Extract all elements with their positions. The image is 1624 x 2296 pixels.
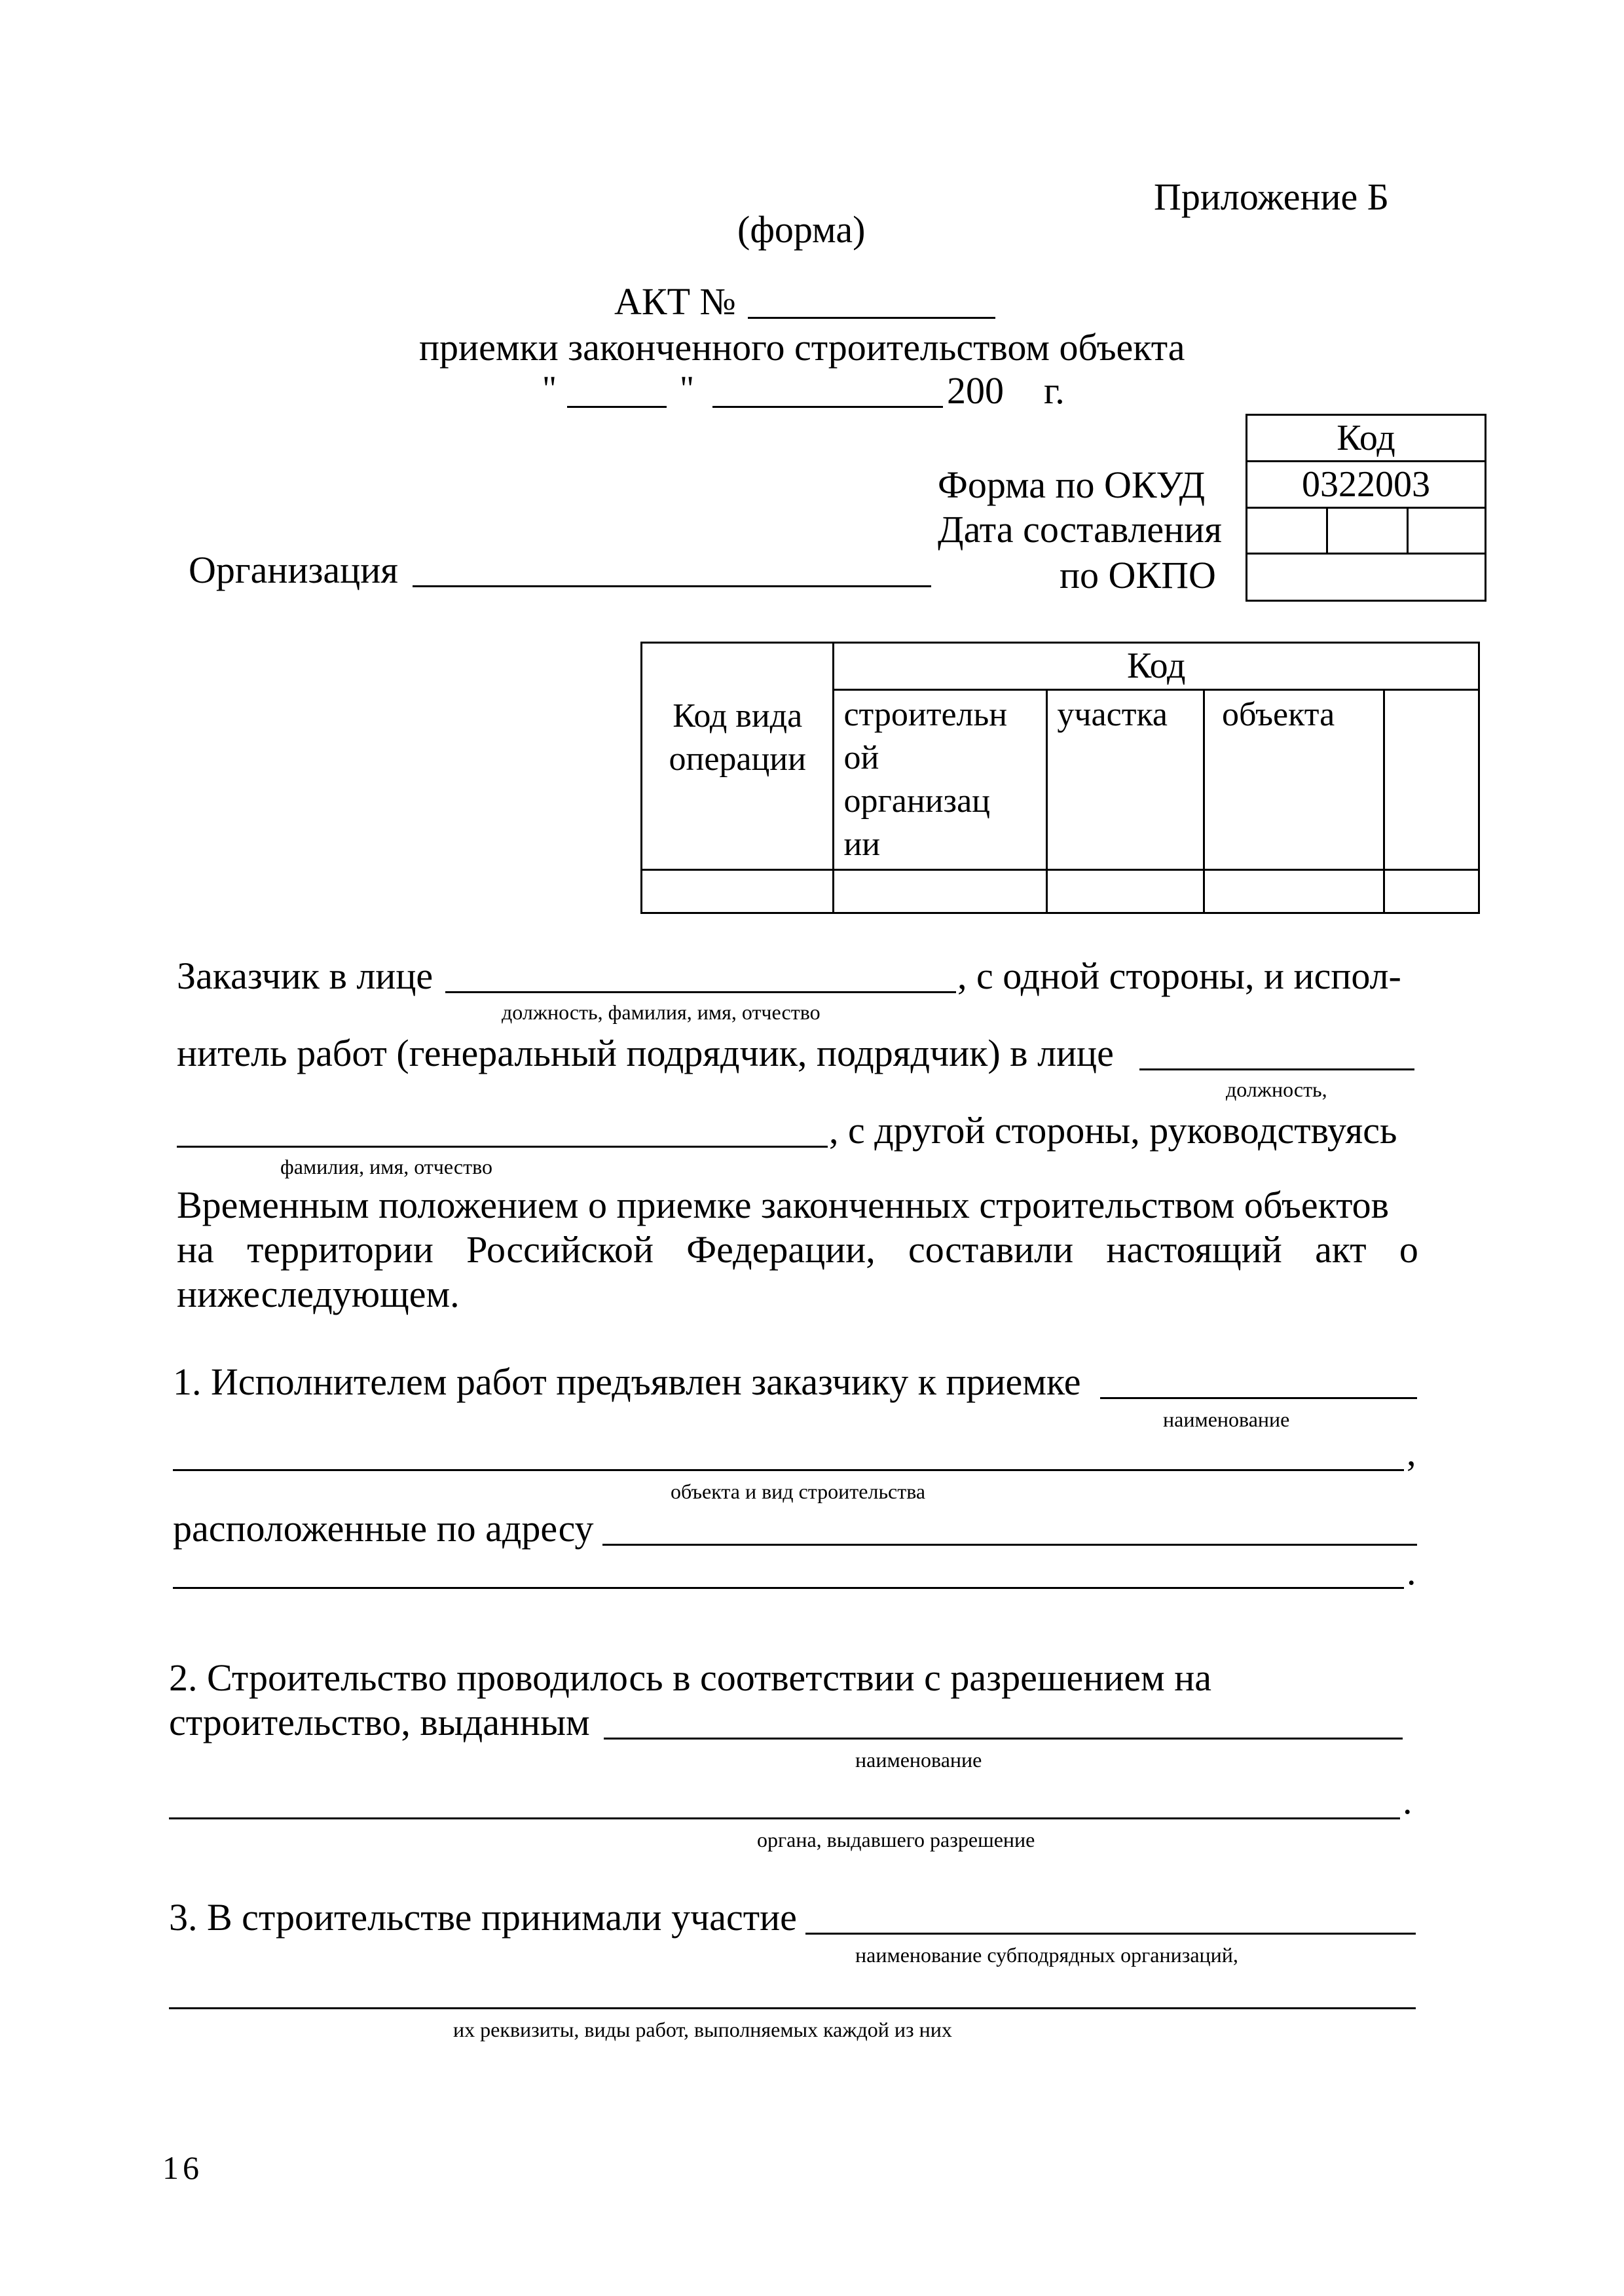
address-field-continued[interactable] bbox=[173, 1587, 1404, 1589]
section2-line1: 2. Строительство проводилось в соответствии с разрешением на bbox=[169, 1656, 1212, 1699]
hint-section2-organ: органа, выдавшего разрешение bbox=[757, 1828, 1035, 1851]
date-compile-label: Дата составления bbox=[938, 508, 1222, 551]
okpo-label: по ОКПО bbox=[1060, 554, 1216, 596]
contractor-fio-field[interactable] bbox=[177, 1146, 828, 1148]
hint-section1-name: наименование bbox=[1163, 1408, 1290, 1431]
section1-text: 1. Исполнителем работ предъявлен заказчику к приемке bbox=[173, 1360, 1081, 1403]
hint-section3-sub: наименование субподрядных организаций, bbox=[855, 1943, 1238, 1967]
okud-label: Форма по ОКУД bbox=[938, 464, 1206, 506]
date-year-suffix: г. bbox=[1044, 369, 1065, 412]
okud-code-cell: 0322003 bbox=[1247, 462, 1486, 508]
object-code-header: объекта bbox=[1204, 690, 1384, 870]
code-group-header: Код bbox=[834, 643, 1479, 690]
body-paragraph-line3: нижеследующем. bbox=[177, 1273, 460, 1315]
section1-object-type-field[interactable] bbox=[173, 1469, 1404, 1471]
customer-representative-field[interactable] bbox=[445, 991, 956, 993]
op-type-value-cell[interactable] bbox=[642, 870, 834, 913]
date-day-field[interactable] bbox=[567, 406, 667, 408]
code-box bbox=[1246, 414, 1486, 602]
date-quote-close: " bbox=[680, 369, 695, 408]
contractor-text: нитель работ (генеральный подрядчик, подрядчик) в лице bbox=[177, 1032, 1114, 1074]
extra-code-header bbox=[1384, 690, 1479, 870]
hint-contractor-position: должность, bbox=[1226, 1078, 1327, 1101]
other-side-text: , с другой стороны, руководствуясь bbox=[829, 1109, 1397, 1152]
hint-customer-fio: должность, фамилия, имя, отчество bbox=[502, 1000, 821, 1024]
date-code-cell-3[interactable] bbox=[1407, 508, 1485, 554]
body-paragraph-line1: Временным положением о приемке законченных строительством объектов bbox=[177, 1184, 1390, 1226]
hint-section3-details: их реквизиты, виды работ, выполняемых каждой из них bbox=[453, 2018, 952, 2041]
section2-period: . bbox=[1403, 1779, 1412, 1822]
subcontractors-field[interactable] bbox=[805, 1933, 1416, 1935]
form-note: (форма) bbox=[737, 208, 866, 251]
hint-section2-name: наименование bbox=[855, 1748, 982, 1772]
section1-period: . bbox=[1407, 1550, 1416, 1593]
date-code-cell-2[interactable] bbox=[1327, 508, 1407, 554]
section1-object-name-field[interactable] bbox=[1100, 1397, 1417, 1399]
page-number: 16 bbox=[162, 2149, 203, 2186]
act-number-label: АКТ № bbox=[614, 280, 736, 323]
section2-line2: строительство, выданным bbox=[169, 1701, 590, 1743]
customer-suffix: , с одной стороны, и испол- bbox=[957, 955, 1401, 997]
act-title: приемки законченного строительством объекта bbox=[419, 326, 1185, 369]
address-field[interactable] bbox=[602, 1544, 1417, 1546]
organization-field[interactable] bbox=[413, 585, 931, 587]
date-code-cell-1[interactable] bbox=[1247, 508, 1327, 554]
body-paragraph-line2: на территории Российской Федерации, составили настоящий акт о bbox=[177, 1228, 1418, 1271]
appendix-label: Приложение Б bbox=[1154, 175, 1390, 218]
section3-text: 3. В строительстве принимали участие bbox=[169, 1896, 797, 1939]
address-label: расположенные по адресу bbox=[173, 1507, 594, 1550]
permit-issuer-name-field[interactable] bbox=[604, 1738, 1403, 1740]
organization-label: Организация bbox=[189, 549, 398, 591]
hint-contractor-fio: фамилия, имя, отчество bbox=[280, 1155, 492, 1178]
contractor-position-field[interactable] bbox=[1139, 1068, 1414, 1070]
act-number-field[interactable] bbox=[748, 317, 995, 319]
hint-section1-object: объекта и вид строительства bbox=[671, 1480, 926, 1503]
object-code-value-cell[interactable] bbox=[1204, 870, 1384, 913]
subcontractors-details-field[interactable] bbox=[169, 2007, 1416, 2009]
date-quote-open: " bbox=[542, 369, 557, 408]
op-type-header: Код вида операции bbox=[642, 643, 834, 870]
okpo-code-cell[interactable] bbox=[1247, 554, 1486, 601]
extra-code-value-cell[interactable] bbox=[1384, 870, 1479, 913]
date-year: 200 bbox=[947, 369, 1004, 412]
section1-comma: , bbox=[1407, 1431, 1416, 1474]
site-code-header: участка bbox=[1047, 690, 1204, 870]
customer-prefix: Заказчик в лице bbox=[177, 955, 434, 997]
permit-issuer-organ-field[interactable] bbox=[169, 1817, 1400, 1819]
site-code-value-cell[interactable] bbox=[1047, 870, 1204, 913]
date-month-field[interactable] bbox=[712, 406, 943, 408]
org-code-header: строительн ой организац ии bbox=[834, 690, 1047, 870]
operations-code-table bbox=[640, 642, 1480, 914]
code-box-header: Код bbox=[1247, 415, 1486, 462]
org-code-value-cell[interactable] bbox=[834, 870, 1047, 913]
